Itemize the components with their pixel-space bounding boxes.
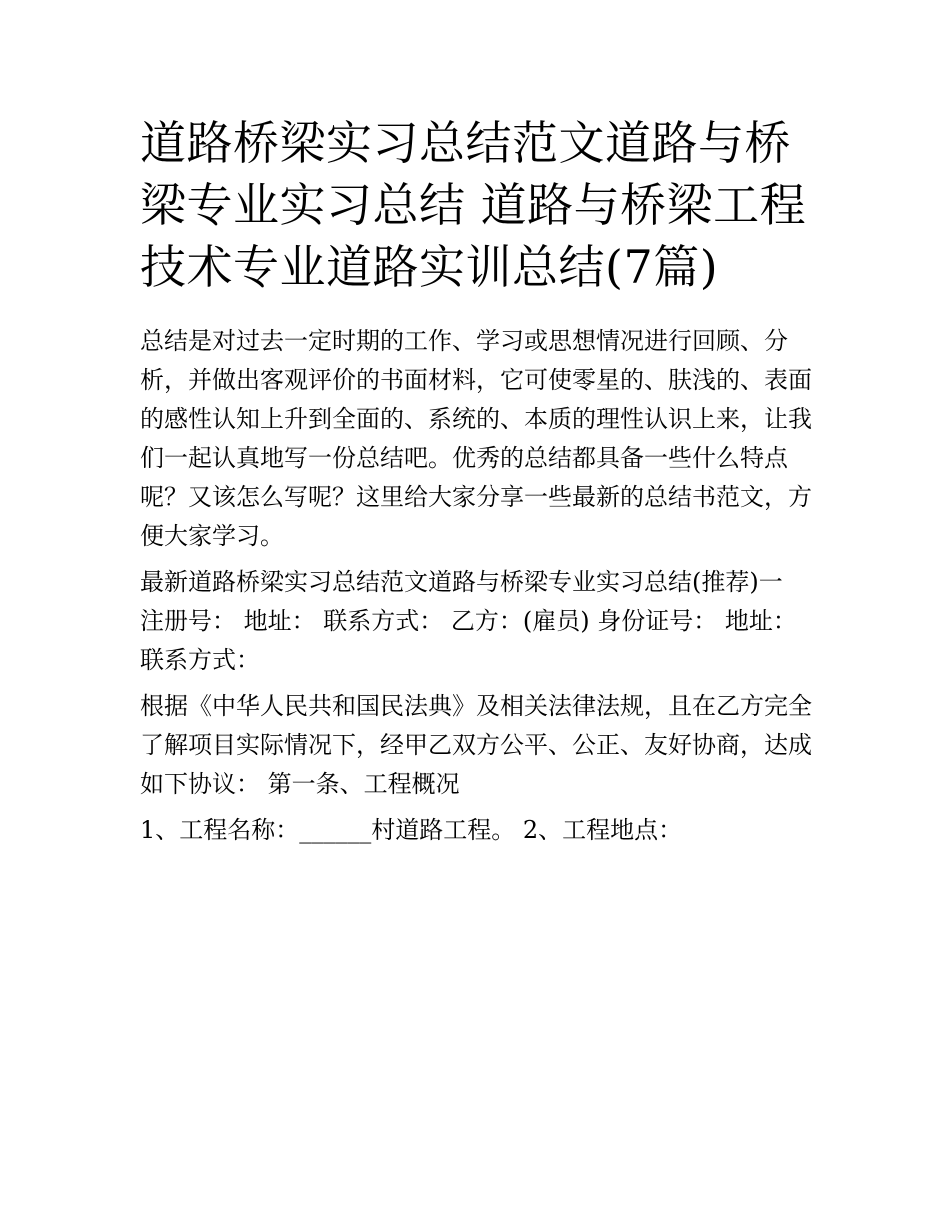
document-page xyxy=(140,112,820,857)
agreement-paragraph: 根据《中华人民共和国民法典》及相关法律法规，且在乙方完全了解项目实际情况下，经甲乙双方公平、公正、友好协商，达成如下协议： 第一条、工程概况 xyxy=(140,692,812,798)
document-title: 道路桥梁实习总结范文道路与桥梁专业实习总结 道路与桥梁工程技术专业道路实训总结(7篇) xyxy=(140,116,807,294)
intro-paragraph: 总结是对过去一定时期的工作、学习或思想情况进行回顾、分析，并做出客观评价的书面材料，它可使零星的、肤浅的、表面的感性认知上升到全面的、系统的、本质的理性认识上来，让我们一起认真地写一份总结吧。优秀的总结都具备一些什么特点呢？又该怎么写呢？这里给大家分享一些最新的总结书范文，方便大家学习。 xyxy=(140,327,812,550)
contact-paragraph: 注册号： 地址： 联系方式： 乙方：(雇员) 身份证号： 地址： 联系方式： xyxy=(140,607,797,674)
section-heading: 最新道路桥梁实习总结范文道路与桥梁专业实习总结(推荐)一 xyxy=(140,568,783,596)
project-paragraph: 1、工程名称：______村道路工程。 2、工程地点： xyxy=(140,816,683,844)
